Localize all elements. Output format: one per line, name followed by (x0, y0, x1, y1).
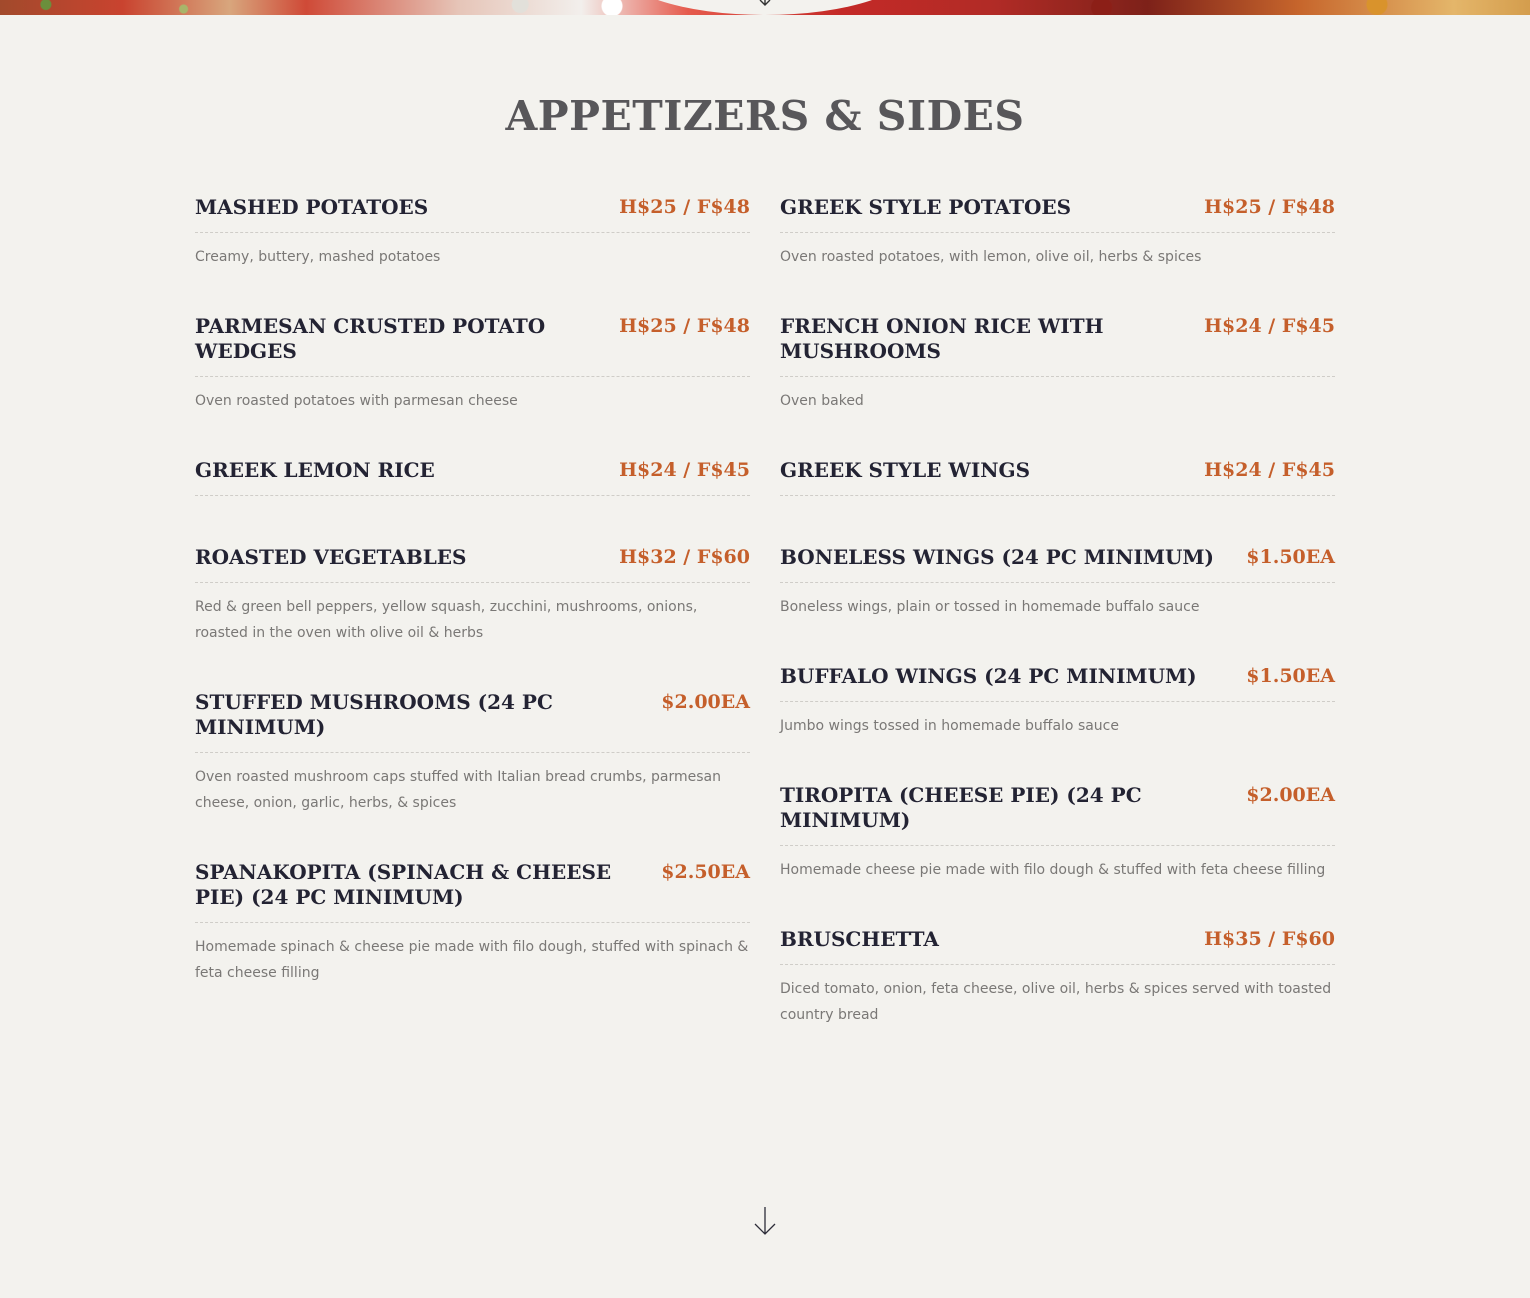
menu-column-right (780, 195, 1335, 1072)
menu-item-name: MASHED POTATOES (195, 195, 429, 219)
menu-item-description: Homemade spinach & cheese pie made with filo dough, stuffed with spinach & feta cheese filling (195, 939, 749, 981)
menu-item-price: $1.50EA (1246, 665, 1335, 687)
menu-item-header (195, 314, 750, 377)
menu-item-name: PARMESAN CRUSTED POTATO WEDGES (195, 314, 546, 363)
menu-item-price: $1.50EA (1246, 546, 1335, 568)
menu-item (195, 545, 750, 646)
menu-item-name: GREEK STYLE POTATOES (780, 195, 1072, 219)
menu-item-header (780, 458, 1335, 496)
menu-item-header (195, 458, 750, 496)
menu-item-header (780, 783, 1335, 846)
menu-item-description: Boneless wings, plain or tossed in homemade buffalo sauce (780, 599, 1200, 615)
menu-item (780, 783, 1335, 883)
menu-item-name: GREEK STYLE WINGS (780, 458, 1031, 482)
menu-item-name: BUFFALO WINGS (24 PC MINIMUM) (780, 664, 1197, 688)
arrow-down-icon[interactable] (757, 0, 773, 8)
menu-item-price: $2.00EA (1246, 784, 1335, 806)
menu-item-header (780, 545, 1335, 583)
menu-item (780, 545, 1335, 620)
menu-item-price: H$32 / F$60 (619, 546, 750, 568)
menu-item-price: $2.00EA (661, 691, 750, 713)
menu-item-header (195, 195, 750, 233)
menu-item-price: H$35 / F$60 (1204, 928, 1335, 950)
menu-item-price: H$25 / F$48 (619, 196, 750, 218)
menu-item-price: H$24 / F$45 (1204, 459, 1335, 481)
menu-item-price: H$25 / F$48 (619, 315, 750, 337)
menu-item-name: SPANAKOPITA (SPINACH & CHEESE PIE) (24 PC MINIMUM) (195, 860, 612, 909)
menu-item-price: H$25 / F$48 (1204, 196, 1335, 218)
menu-item (780, 664, 1335, 739)
menu-item (780, 314, 1335, 414)
menu-item-description: Homemade cheese pie made with filo dough & stuffed with feta cheese filling (780, 862, 1326, 878)
menu-item-header (780, 664, 1335, 702)
menu-item (780, 927, 1335, 1028)
menu-item-price: H$24 / F$45 (619, 459, 750, 481)
menu-item-description: Oven roasted potatoes with parmesan cheese (195, 393, 518, 409)
menu-item (195, 458, 750, 496)
menu-item (195, 195, 750, 270)
menu-item (780, 195, 1335, 270)
menu-item-name: BONELESS WINGS (24 PC MINIMUM) (780, 545, 1215, 569)
menu-item-description: Red & green bell peppers, yellow squash, zucchini, mushrooms, onions, roasted in the oven with olive oil & herbs (195, 599, 698, 641)
menu-item-description: Jumbo wings tossed in homemade buffalo sauce (780, 718, 1119, 734)
menu-item-header (195, 690, 750, 753)
menu-column-left (195, 195, 750, 1030)
menu-item (195, 690, 750, 816)
menu-item-header (780, 195, 1335, 233)
menu-item-name: TIROPITA (CHEESE PIE) (24 PC MINIMUM) (780, 783, 1142, 832)
menu-item-name: FRENCH ONION RICE WITH MUSHROOMS (780, 314, 1104, 363)
menu-item-description: Oven roasted potatoes, with lemon, olive oil, herbs & spices (780, 249, 1202, 265)
menu-item-price: H$24 / F$45 (1204, 315, 1335, 337)
menu-item-header (780, 314, 1335, 377)
menu-item-description: Oven roasted mushroom caps stuffed with Italian bread crumbs, parmesan cheese, onion, garlic, herbs, & spices (195, 769, 721, 811)
menu-item-header (195, 860, 750, 923)
arrow-down-icon[interactable] (754, 1206, 776, 1236)
menu-item-description: Creamy, buttery, mashed potatoes (195, 249, 441, 265)
menu-item-description: Oven baked (780, 393, 864, 409)
menu-item (195, 860, 750, 986)
menu-item-header (780, 927, 1335, 965)
menu-item (780, 458, 1335, 496)
menu-item-description: Diced tomato, onion, feta cheese, olive oil, herbs & spices served with toasted country bread (780, 981, 1332, 1023)
menu-item-price: $2.50EA (661, 861, 750, 883)
section-title: APPETIZERS & SIDES (505, 92, 1025, 140)
menu-item-name: STUFFED MUSHROOMS (24 PC MINIMUM) (195, 690, 553, 739)
menu-item-name: BRUSCHETTA (780, 927, 939, 951)
menu-item-name: ROASTED VEGETABLES (195, 545, 467, 569)
menu-item-header (195, 545, 750, 583)
menu-item (195, 314, 750, 414)
menu-item-name: GREEK LEMON RICE (195, 458, 435, 482)
